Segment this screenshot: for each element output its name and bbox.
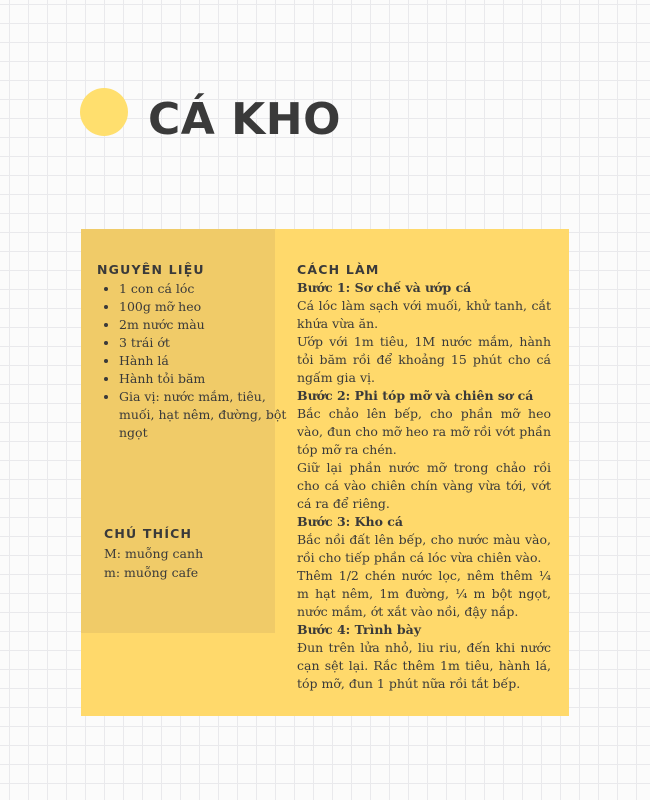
- note-line: m: muỗng cafe: [104, 565, 199, 580]
- note-line: M: muỗng canh: [104, 546, 204, 561]
- notes-heading: CHÚ THÍCH: [104, 526, 193, 541]
- ingredient-item: • Gia vị: nước mắm, tiêu, muối, hạt nêm, đường, bột ngọt: [119, 388, 291, 442]
- ingredients-heading: NGUYÊN LIỆU: [97, 262, 205, 277]
- ingredient-item: • 100g mỡ heo: [119, 298, 291, 316]
- ingredient-item: • Hành tỏi băm: [119, 370, 291, 388]
- step-1-text: Ướp với 1m tiêu, 1M nước mắm, hành tỏi băm rồi để khoảng 15 phút cho cá ngấm gia vị.: [297, 334, 551, 385]
- step-2-text: Giữ lại phần nước mỡ trong chảo rồi cho cá vào chiên chín vàng vừa tới, vớt cá ra để riêng.: [297, 460, 551, 511]
- step-4-text: Đun trên lửa nhỏ, liu riu, đến khi nước cạn sệt lại. Rắc thêm 1m tiêu, hành lá, tóp mỡ, đun 1 phút nữa rồi tắt bếp.: [297, 640, 551, 691]
- step-4-title: Bước 4: Trình bày: [297, 622, 421, 637]
- method-heading: CÁCH LÀM: [297, 262, 380, 277]
- step-1-text: Cá lóc làm sạch với muối, khử tanh, cắt khứa vừa ăn.: [297, 298, 551, 331]
- ingredient-item: • 2m nước màu: [119, 316, 291, 334]
- ingredient-item: • Hành lá: [119, 352, 291, 370]
- notes-list: [104, 544, 269, 582]
- step-3-title: Bước 3: Kho cá: [297, 514, 403, 529]
- ingredient-item: • 1 con cá lóc: [119, 280, 291, 298]
- step-2-text: Bắc chảo lên bếp, cho phần mỡ heo vào, đun cho mỡ heo ra mỡ rồi vớt phần tóp mỡ ra chén.: [297, 406, 551, 457]
- step-2-title: Bước 2: Phi tóp mỡ và chiên sơ cá: [297, 388, 534, 403]
- recipe-card: [81, 229, 569, 716]
- method-section: [297, 262, 551, 693]
- step-3-text: Bắc nồi đất lên bếp, cho nước màu vào, rồi cho tiếp phần cá lóc vừa chiên vào.: [297, 532, 551, 565]
- ingredients-panel: [81, 229, 287, 633]
- ingredients-list: [99, 280, 291, 442]
- page-title: CÁ KHO: [148, 94, 341, 145]
- step-3-text: Thêm 1/2 chén nước lọc, nêm thêm ¼ m hạt nêm, 1m đường, ¼ m bột ngọt, nước mắm, ớt xắt vào nồi, đậy nắp.: [297, 568, 551, 619]
- title-accent-dot: [80, 88, 128, 136]
- ingredient-item: • 3 trái ớt: [119, 334, 291, 352]
- step-1-title: Bước 1: Sơ chế và ướp cá: [297, 280, 472, 295]
